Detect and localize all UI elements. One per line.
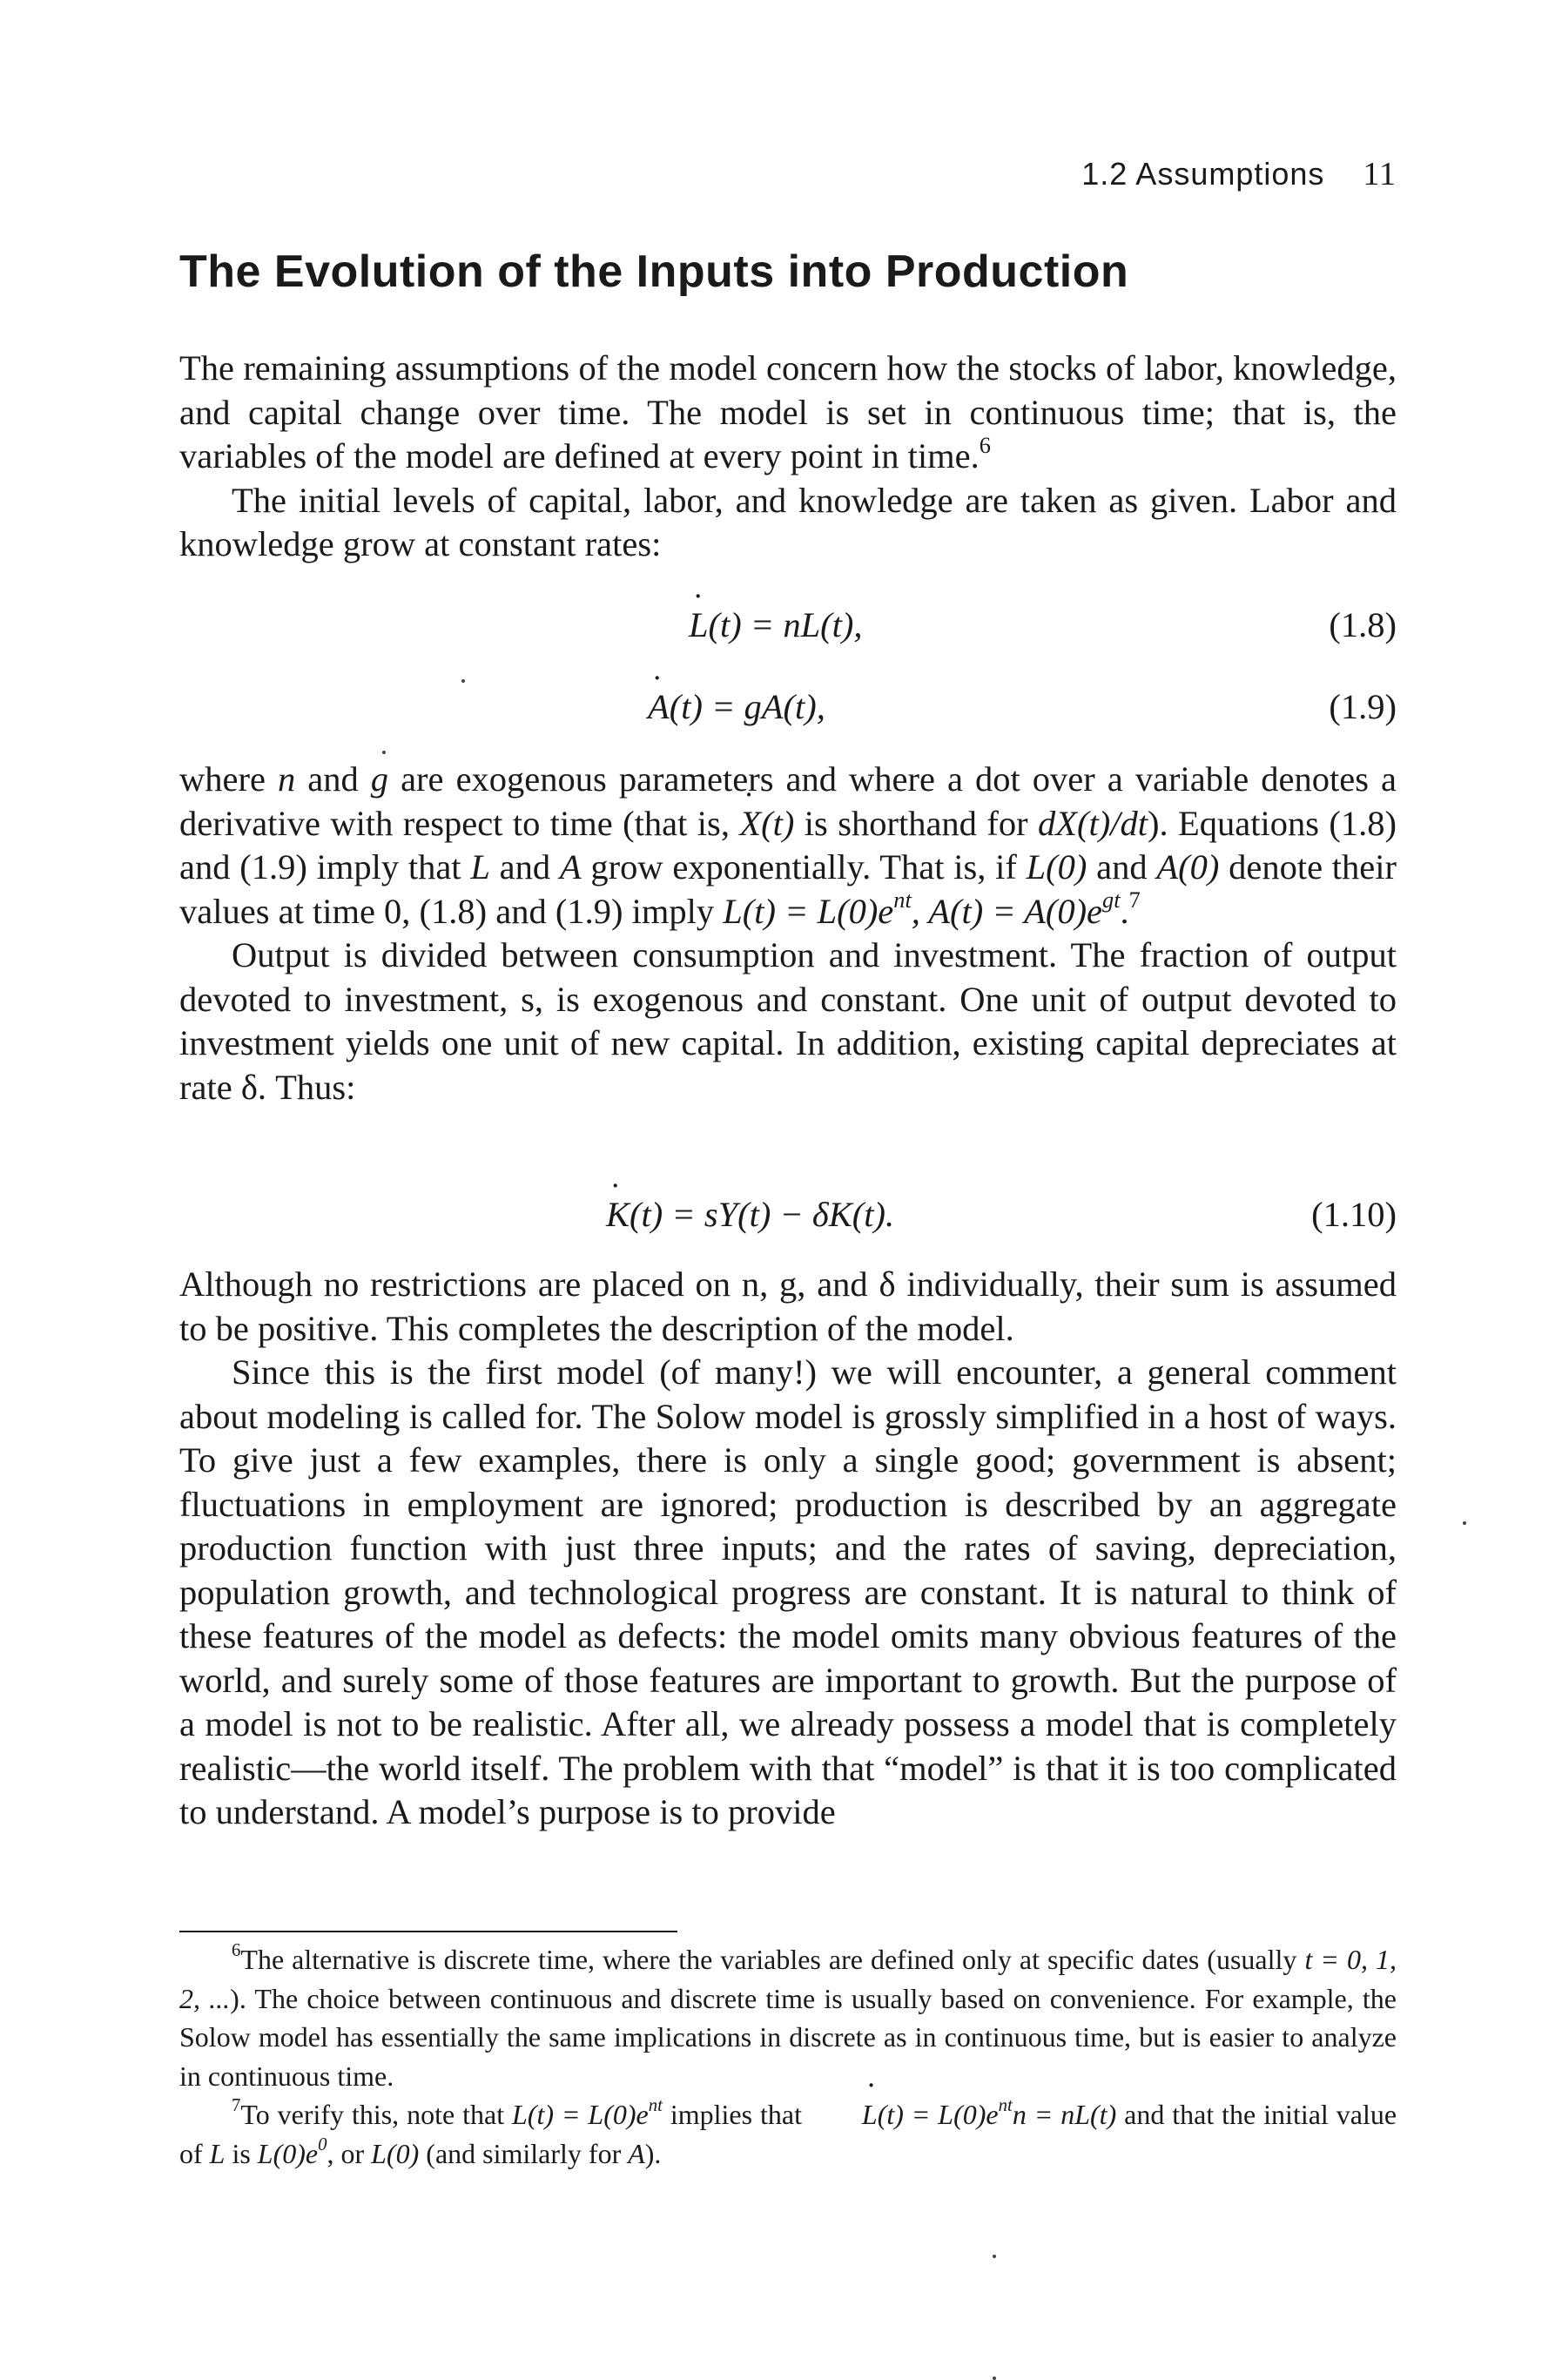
footnote-7 [179, 2095, 1397, 2173]
p3-math-dxdt: dX(t)/dt [1037, 803, 1148, 843]
p3-math-n: n [277, 759, 296, 799]
p3-math-nt: nt [893, 887, 912, 913]
paragraph-1-text: The remaining assumptions of the model concern how the stocks of labor, knowledge, and capital change over time. The model is set in continuous time; that is, the variables of the model are defined at every point in time. [179, 348, 1397, 475]
footnote-7-math-1: L(t) = L(0)e [512, 2099, 649, 2130]
equation-1-8 [179, 603, 1397, 647]
footnote-6-number: 6 [232, 1940, 241, 1961]
page-number: 11 [1363, 156, 1397, 192]
footnote-7-math-5: L(0)e [257, 2137, 319, 2169]
p3-text-f: and [489, 847, 560, 887]
equation-1-10-number: (1.10) [1311, 1195, 1397, 1234]
paragraph-3: where n and g are exogenous parameters and where a dot over a variable denotes a derivative with respect to time (that is, ˙ X(t) is shorthand for dX(t)/dt). Equations (1.8) and (1.9) imply that L and A grow exponentially. That is, if L(0) and A(0) denote their values at time 0, (1.8) and (1.9) imply $L(t) = L(0)e^{nt}$, $A(t) = A(0)e^{gt}.^7$ [179, 758, 1397, 934]
middle-paragraphs [179, 758, 1397, 1109]
footnote-7-text-e: , or [327, 2137, 372, 2169]
footnote-6-text-b: ). The choice between continuous and discrete time is usually based on convenience. For example, the Solow model has essentially the same implications in discrete as in continuous time, but is easier to analyze in continuous time. [179, 1982, 1397, 2092]
scan-speck [461, 679, 465, 683]
running-head [1081, 155, 1397, 193]
footnote-7-math-zero: 0 [318, 2134, 327, 2154]
footnote-7-text-a: To verify this, note that [240, 2099, 513, 2130]
p3-math-growth-l: L(t) = L(0)e [723, 891, 894, 931]
equation-1-10 [179, 1193, 1397, 1237]
paragraph-1 [179, 347, 1397, 479]
equation-1-8-lhs: ˙ L(t) [689, 603, 742, 647]
footnote-6 [179, 1940, 1397, 2095]
footnote-7-number: 7 [232, 2095, 241, 2116]
equation-1-8-rhs: = nL(t), [741, 605, 863, 644]
footnote-ref-7[interactable]: 7 [1128, 887, 1141, 913]
equation-1-9 [179, 685, 1397, 729]
footnote-7-math-nt2: nt [998, 2095, 1013, 2116]
equation-1-9-rhs: = gA(t), [702, 687, 825, 726]
p3-text-e: ). Equations (1.8) and (1.9) imply that [179, 803, 1397, 887]
p3-text-d: is shorthand for [794, 803, 1038, 843]
footnote-7-text-b: implies that [662, 2099, 810, 2130]
p3-math-l0: L(0) [1026, 847, 1087, 887]
footnote-7-math-nt: nt [648, 2095, 663, 2116]
equation-1-10-body [606, 1193, 894, 1237]
p3-math-g: g [370, 759, 389, 799]
footnote-divider [179, 1931, 677, 1932]
footnote-7-math-3: = L(0)e [903, 2099, 999, 2130]
running-head-section: 1.2 Assumptions [1081, 156, 1325, 192]
footnote-7-math-6: L(0) [371, 2137, 420, 2169]
p3-math-a: A [559, 847, 582, 887]
footnote-ref-6[interactable]: 6 [979, 432, 991, 458]
footnote-7-text-g: ). [644, 2137, 662, 2169]
scan-speck [993, 2377, 996, 2380]
equation-1-10-rhs: = sY(t) − δK(t). [663, 1195, 895, 1234]
p3-text-h: and [1087, 847, 1157, 887]
p3-math-gt: gt [1102, 887, 1121, 913]
footnote-7-math-2: ˙ L(t) [810, 2095, 904, 2134]
intro-paragraphs [179, 347, 1397, 567]
p3-math-xdot: ˙ X(t) [739, 802, 794, 846]
scan-speck [382, 751, 386, 754]
scan-speck [1463, 1521, 1466, 1525]
footnotes [179, 1940, 1397, 2173]
p3-text-a: where [179, 759, 278, 799]
p3-math-l: L [470, 847, 490, 887]
equation-1-9-lhs: ˙ A(t) [648, 685, 703, 729]
scan-speck [993, 2255, 996, 2258]
p3-math-a0: A(0) [1156, 847, 1220, 887]
equation-1-8-number: (1.8) [1329, 605, 1397, 644]
p3-math-growth-a: , A(t) = A(0)e [911, 891, 1103, 931]
paragraph-2: The initial levels of capital, labor, and knowledge are taken as given. Labor and knowledge grow at constant rates: [179, 480, 1397, 563]
footnote-7-math-a: A [628, 2137, 645, 2169]
paragraph-5: Although no restrictions are placed on n, g, and δ individually, their sum is assumed to be positive. This completes the description of the model. [179, 1264, 1397, 1348]
closing-paragraphs [179, 1263, 1397, 1835]
footnote-6-math: t = 0, 1, 2, ... [179, 1944, 1397, 2014]
equation-1-10-lhs: ˙ K(t) [606, 1193, 663, 1237]
footnote-7-math-4: n = nL(t) [1012, 2099, 1117, 2130]
paragraph-4: Output is divided between consumption and investment. The fraction of output devoted to investment, s, is exogenous and constant. One unit of output devoted to investment yields one unit of new capital. In addition, existing capital depreciates at rate δ. Thus: [179, 935, 1397, 1107]
footnote-7-text-d: is [225, 2137, 258, 2169]
equation-1-8-body [689, 603, 862, 647]
footnote-7-text-c: and that the initial value of [179, 2099, 1397, 2169]
paragraph-6: Since this is the first model (of many!) we will encounter, a general comment about modeling is called for. The Solow model is grossly simplified in a host of ways. To give just a few examples, there is only a single good; government is absent; fluctuations in employment are ignored; production is described by an aggregate production function with just three inputs; and the rates of saving, depreciation, population growth, and technological progress are constant. It is natural to think of these features of the model as defects: the model omits many obvious features of the world, and surely some of those features are important to growth. But the purpose of a model is not to be realistic. After all, we already possess a model that is completely realistic—the world itself. The problem with that “model” is that it is too complicated to understand. A model’s purpose is to provide [179, 1352, 1397, 1831]
p3-text-c: are exogenous parameters and where a dot over a variable denotes a derivative with respect to time (that is, [179, 759, 1397, 843]
footnote-6-text-a: The alternative is discrete time, where the variables are defined only at specific dates (usually [240, 1944, 1305, 1975]
footnote-7-text-f: (and similarly for [419, 2137, 629, 2169]
p3-text-b: and [295, 759, 371, 799]
section-title: The Evolution of the Inputs into Production [179, 246, 1129, 297]
p3-text-g: grow exponentially. That is, if [581, 847, 1027, 887]
equation-1-9-body [648, 685, 825, 729]
footnote-7-math-l: L [209, 2137, 226, 2169]
equation-1-9-number: (1.9) [1329, 687, 1397, 726]
p3-text-i: denote their values at time 0, (1.8) and (1.9) imply [179, 847, 1397, 931]
